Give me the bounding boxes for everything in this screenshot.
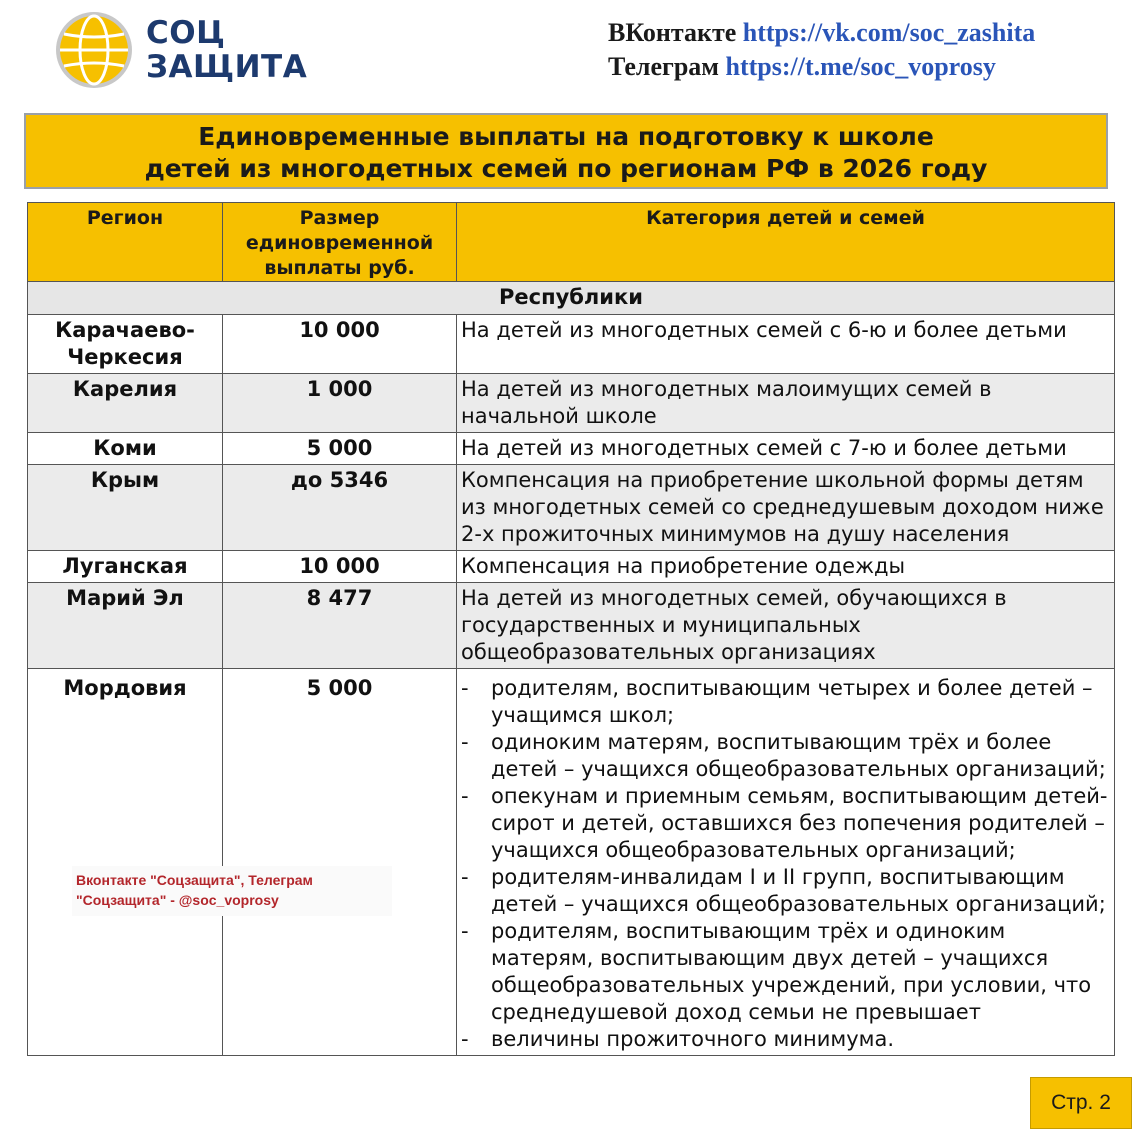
region-cell: Мордовия: [28, 669, 223, 1056]
vk-link[interactable]: https://vk.com/soc_zashita: [742, 18, 1036, 47]
social-links: [608, 16, 1035, 84]
brand-line-1: СОЦ: [146, 15, 226, 51]
title-line-2: детей из многодетных семей по регионам РФ в 2026 году: [144, 154, 988, 183]
table-row: [28, 583, 1115, 669]
watermark-stamp: [72, 866, 392, 916]
category-cell: На детей из многодетных семей, обучающихся в государственных и муниципальных общеобразовательных организациях: [457, 583, 1115, 669]
page-number-badge: Стр. 2: [1030, 1077, 1132, 1129]
amount-cell: 10 000: [223, 551, 457, 583]
table-row: [28, 374, 1115, 433]
region-cell: Карелия: [28, 374, 223, 433]
category-cell: Компенсация на приобретение школьной формы детям из многодетных семей со среднедушевым доходом ниже 2-х прожиточных минимумов на душу населения: [457, 465, 1115, 551]
amount-cell: 10 000: [223, 315, 457, 374]
amount-cell: до 5346: [223, 465, 457, 551]
title-line-1: Единовременные выплаты на подготовку к школе: [198, 122, 934, 151]
watermark-line-2: "Соцзащита" - @soc_voprosy: [76, 892, 279, 908]
amount-cell: 1 000: [223, 374, 457, 433]
header-category: Категория детей и семей: [457, 203, 1115, 282]
header-region: Регион: [28, 203, 223, 282]
region-cell: Карачаево-Черкесия: [28, 315, 223, 374]
region-cell: Луганская: [28, 551, 223, 583]
page-title: [24, 113, 1108, 189]
table-row: [28, 551, 1115, 583]
header-amount: Размер единовременной выплаты руб.: [223, 203, 457, 282]
section-title: Республики: [28, 282, 1115, 315]
payments-table: [27, 202, 1115, 1056]
amount-cell: 8 477: [223, 583, 457, 669]
table-row-mordovia: [28, 669, 1115, 1056]
amount-cell: 5 000: [223, 669, 457, 1056]
section-row: [28, 282, 1115, 315]
table-row: [28, 433, 1115, 465]
list-item: - родителям, воспитывающим трёх и одиноким матерям, воспитывающим двух детей – учащихся общеобразовательных учреждений, при условии, что среднедушевой доход семьи не превышает: [461, 918, 1110, 1026]
region-cell: Коми: [28, 433, 223, 465]
region-cell: Крым: [28, 465, 223, 551]
telegram-link[interactable]: https://t.me/soc_voprosy: [725, 52, 996, 81]
category-cell: На детей из многодетных малоимущих семей в начальной школе: [457, 374, 1115, 433]
category-cell: На детей из многодетных семей с 6-ю и более детьми: [457, 315, 1115, 374]
list-item: - величины прожиточного минимума.: [461, 1026, 1110, 1053]
watermark-line-1: Вконтакте "Соцзащита", Телеграм: [76, 872, 313, 888]
list-item: - опекунам и приемным семьям, воспитывающим детей-сирот и детей, оставшихся без попечения родителей – учащихся общеобразовательных организаций;: [461, 783, 1110, 864]
category-cell: Компенсация на приобретение одежды: [457, 551, 1115, 583]
list-item: - родителям-инвалидам I и II групп, воспитывающим детей – учащихся общеобразовательных организаций;: [461, 864, 1110, 918]
telegram-label: Телеграм: [608, 52, 719, 81]
vk-label: ВКонтакте: [608, 18, 737, 47]
category-cell: [457, 669, 1115, 1056]
brand-line-2: ЗАЩИТА: [146, 49, 308, 85]
soc-zashita-logo-icon: [52, 10, 142, 90]
amount-cell: 5 000: [223, 433, 457, 465]
table-header-row: [28, 203, 1115, 282]
region-cell: Марий Эл: [28, 583, 223, 669]
category-list: [461, 675, 1110, 1053]
table-row: [28, 315, 1115, 374]
list-item: - родителям, воспитывающим четырех и более детей – учащимся школ;: [461, 675, 1110, 729]
list-item: - одиноким матерям, воспитывающим трёх и более детей – учащихся общеобразовательных организаций;: [461, 729, 1110, 783]
brand-name: [146, 16, 307, 84]
table-row: [28, 465, 1115, 551]
category-cell: На детей из многодетных семей с 7-ю и более детьми: [457, 433, 1115, 465]
